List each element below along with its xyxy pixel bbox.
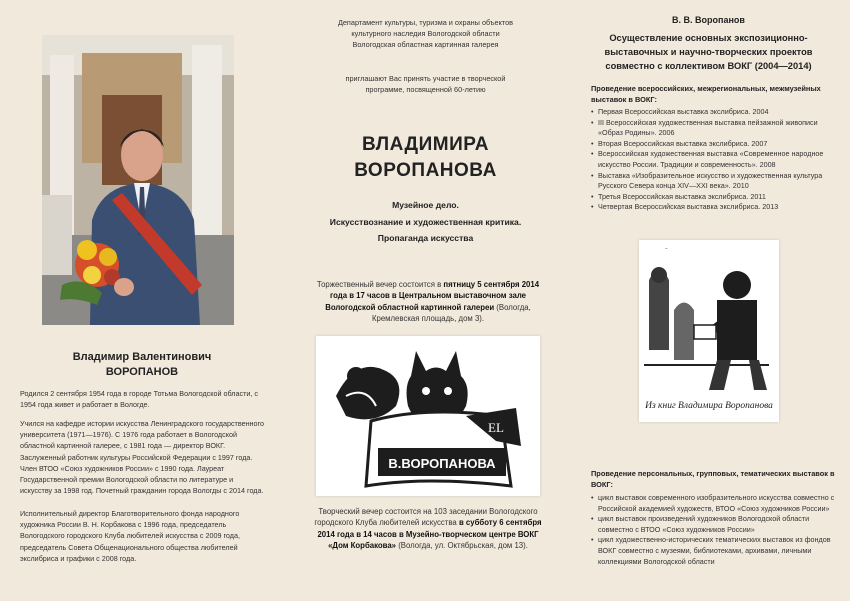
invitation-block xyxy=(284,73,567,95)
bookplate-el-text: EL xyxy=(488,420,504,435)
invitation-line-1: приглашают Вас принять участие в творческой xyxy=(345,74,506,83)
portrait-photo xyxy=(42,35,234,325)
list-item: • цикл художественно-исторических тематических выставок из фондов ВОКГ совместно с музеями, библиотеками, архивами, личными коллекциями Вологодской области xyxy=(591,535,841,567)
biography-name-last: ВОРОПАНОВ xyxy=(105,366,179,378)
svg-text:~: ~ xyxy=(665,247,668,252)
organizer-line-2: культурного наследия Вологодской области xyxy=(351,29,500,39)
invitation-line-2: программе, посвященной 60-летию xyxy=(365,85,486,95)
hero-title xyxy=(284,132,567,184)
projects-title: Осуществление основных экспозиционно-выставочных и научно-творческих проектов совместно с коллективом ВОКГ (2004—2014) xyxy=(604,33,813,71)
list-item: • Третья Всероссийская выставка экслибриса. 2011 xyxy=(591,192,841,203)
subtitle-line-3: Пропаганда искусства xyxy=(377,233,474,243)
biography-paragraph-2: Учился на кафедре истории искусства Ленинградского государственного университета (1971—1976). С 1976 года работает в Вологодской областной картинной галерее, с 1981 года — директор ВОКГ. Заслуженный работник культуры Российской Федерации с 1997 года. Член ВТОО «Союз художников России» с 1990 года. Лауреат Государственной премии Вологодской области по литературе и искусству за 1998 год. Почетный гражданин города Вологды с 2014 года. xyxy=(20,419,264,496)
list-item: • цикл выставок современного изобразительного искусства совместно с Российской академией художеств, ВТОО «Союз художников России» xyxy=(591,493,841,514)
bookplate-caption: Из книг Владимира Воропанова xyxy=(645,401,773,411)
biography-name xyxy=(20,350,264,380)
hero-title-line-2: ВОРОПАНОВА xyxy=(354,160,497,181)
list-item: • Четвертая Всероссийская выставка экслибриса. 2013 xyxy=(591,202,841,213)
bookplate-owner-text: В.ВОРОПАНОВА xyxy=(388,456,496,471)
list-item: • Вторая Всероссийская выставка экслибриса. 2007 xyxy=(591,139,841,150)
left-column xyxy=(0,0,284,601)
biography-name-first: Владимир Валентинович xyxy=(72,351,212,363)
section-heading-national-exhibitions: Проведение всероссийских, межрегиональных, межмузейных выставок в ВОКГ: xyxy=(591,84,821,104)
biography-paragraph-3: Исполнительный директор Благотворительного фонда народного художника России В. Н. Корбакова с 1996 года, председатель Вологодского городского Клуба любителей искусства с 2009 года, председатель Совета Общенационального общества любителей экслибриса и графики с 2008 года. xyxy=(20,509,240,563)
list-item: • III Всероссийская художественная выставка пейзажной живописи «Образ Родины». 2006 xyxy=(591,118,841,139)
projects-author: В. В. Воропанов xyxy=(672,15,745,25)
hero-title-line-1: ВЛАДИМИРА xyxy=(362,134,489,155)
program-subtitle xyxy=(284,197,567,247)
organizer-line-3: Вологодская областная картинная галерея xyxy=(352,40,499,50)
list-item: • Всероссийская художественная выставка «Современное народное искусство России. Традиции и современность». 2008 xyxy=(591,149,841,170)
subtitle-line-1: Музейное дело. xyxy=(392,200,459,210)
subtitle-line-2: Искусствознание и художественная критика. xyxy=(329,216,522,227)
personal-exhibitions-list xyxy=(591,493,841,567)
creative-evening-announcement: Творческий вечер состоится на 103 заседании Вологодского городского Клуба любителей искусства в субботу 6 сентября 2014 года в 14 часов в Музейно-творческом центре ВОКГ «Дом Корбакова» (Вологда, ул. Октябрьская, дом 13). xyxy=(314,507,542,550)
organizers-block xyxy=(284,17,567,51)
list-item: • Первая Всероссийская выставка экслибриса. 2004 xyxy=(591,107,841,118)
list-item: • цикл выставок произведений художников Вологодской области совместно с ВТОО «Союз художников России» xyxy=(591,514,841,535)
bull-bookplate-image xyxy=(316,336,540,496)
national-exhibitions-list xyxy=(591,107,841,213)
organizer-line-1: Департамент культуры, туризма и охраны объектов xyxy=(337,18,514,27)
section-heading-personal-exhibitions: Проведение персональных, групповых, тематических выставок в ВОКГ: xyxy=(591,469,835,489)
gala-evening-announcement: Торжественный вечер состоится в пятницу 5 сентября 2014 года в 17 часов в Центральном выставочном зале Вологодской областной картинной галереи (Вологда, Кремлевская площадь, дом 3). xyxy=(316,280,540,323)
reader-bookplate-image xyxy=(639,240,779,422)
biography-paragraph-1: Родился 2 сентября 1954 года в городе Тотьма Вологодской области, с 1954 года живет и работает в Вологде. xyxy=(20,389,258,410)
right-column xyxy=(567,0,850,601)
center-column xyxy=(284,0,567,601)
list-item: • Выставка «Изобразительное искусство и художественная культура Русского Севера конца XIV—XXI века». 2010 xyxy=(591,171,841,192)
